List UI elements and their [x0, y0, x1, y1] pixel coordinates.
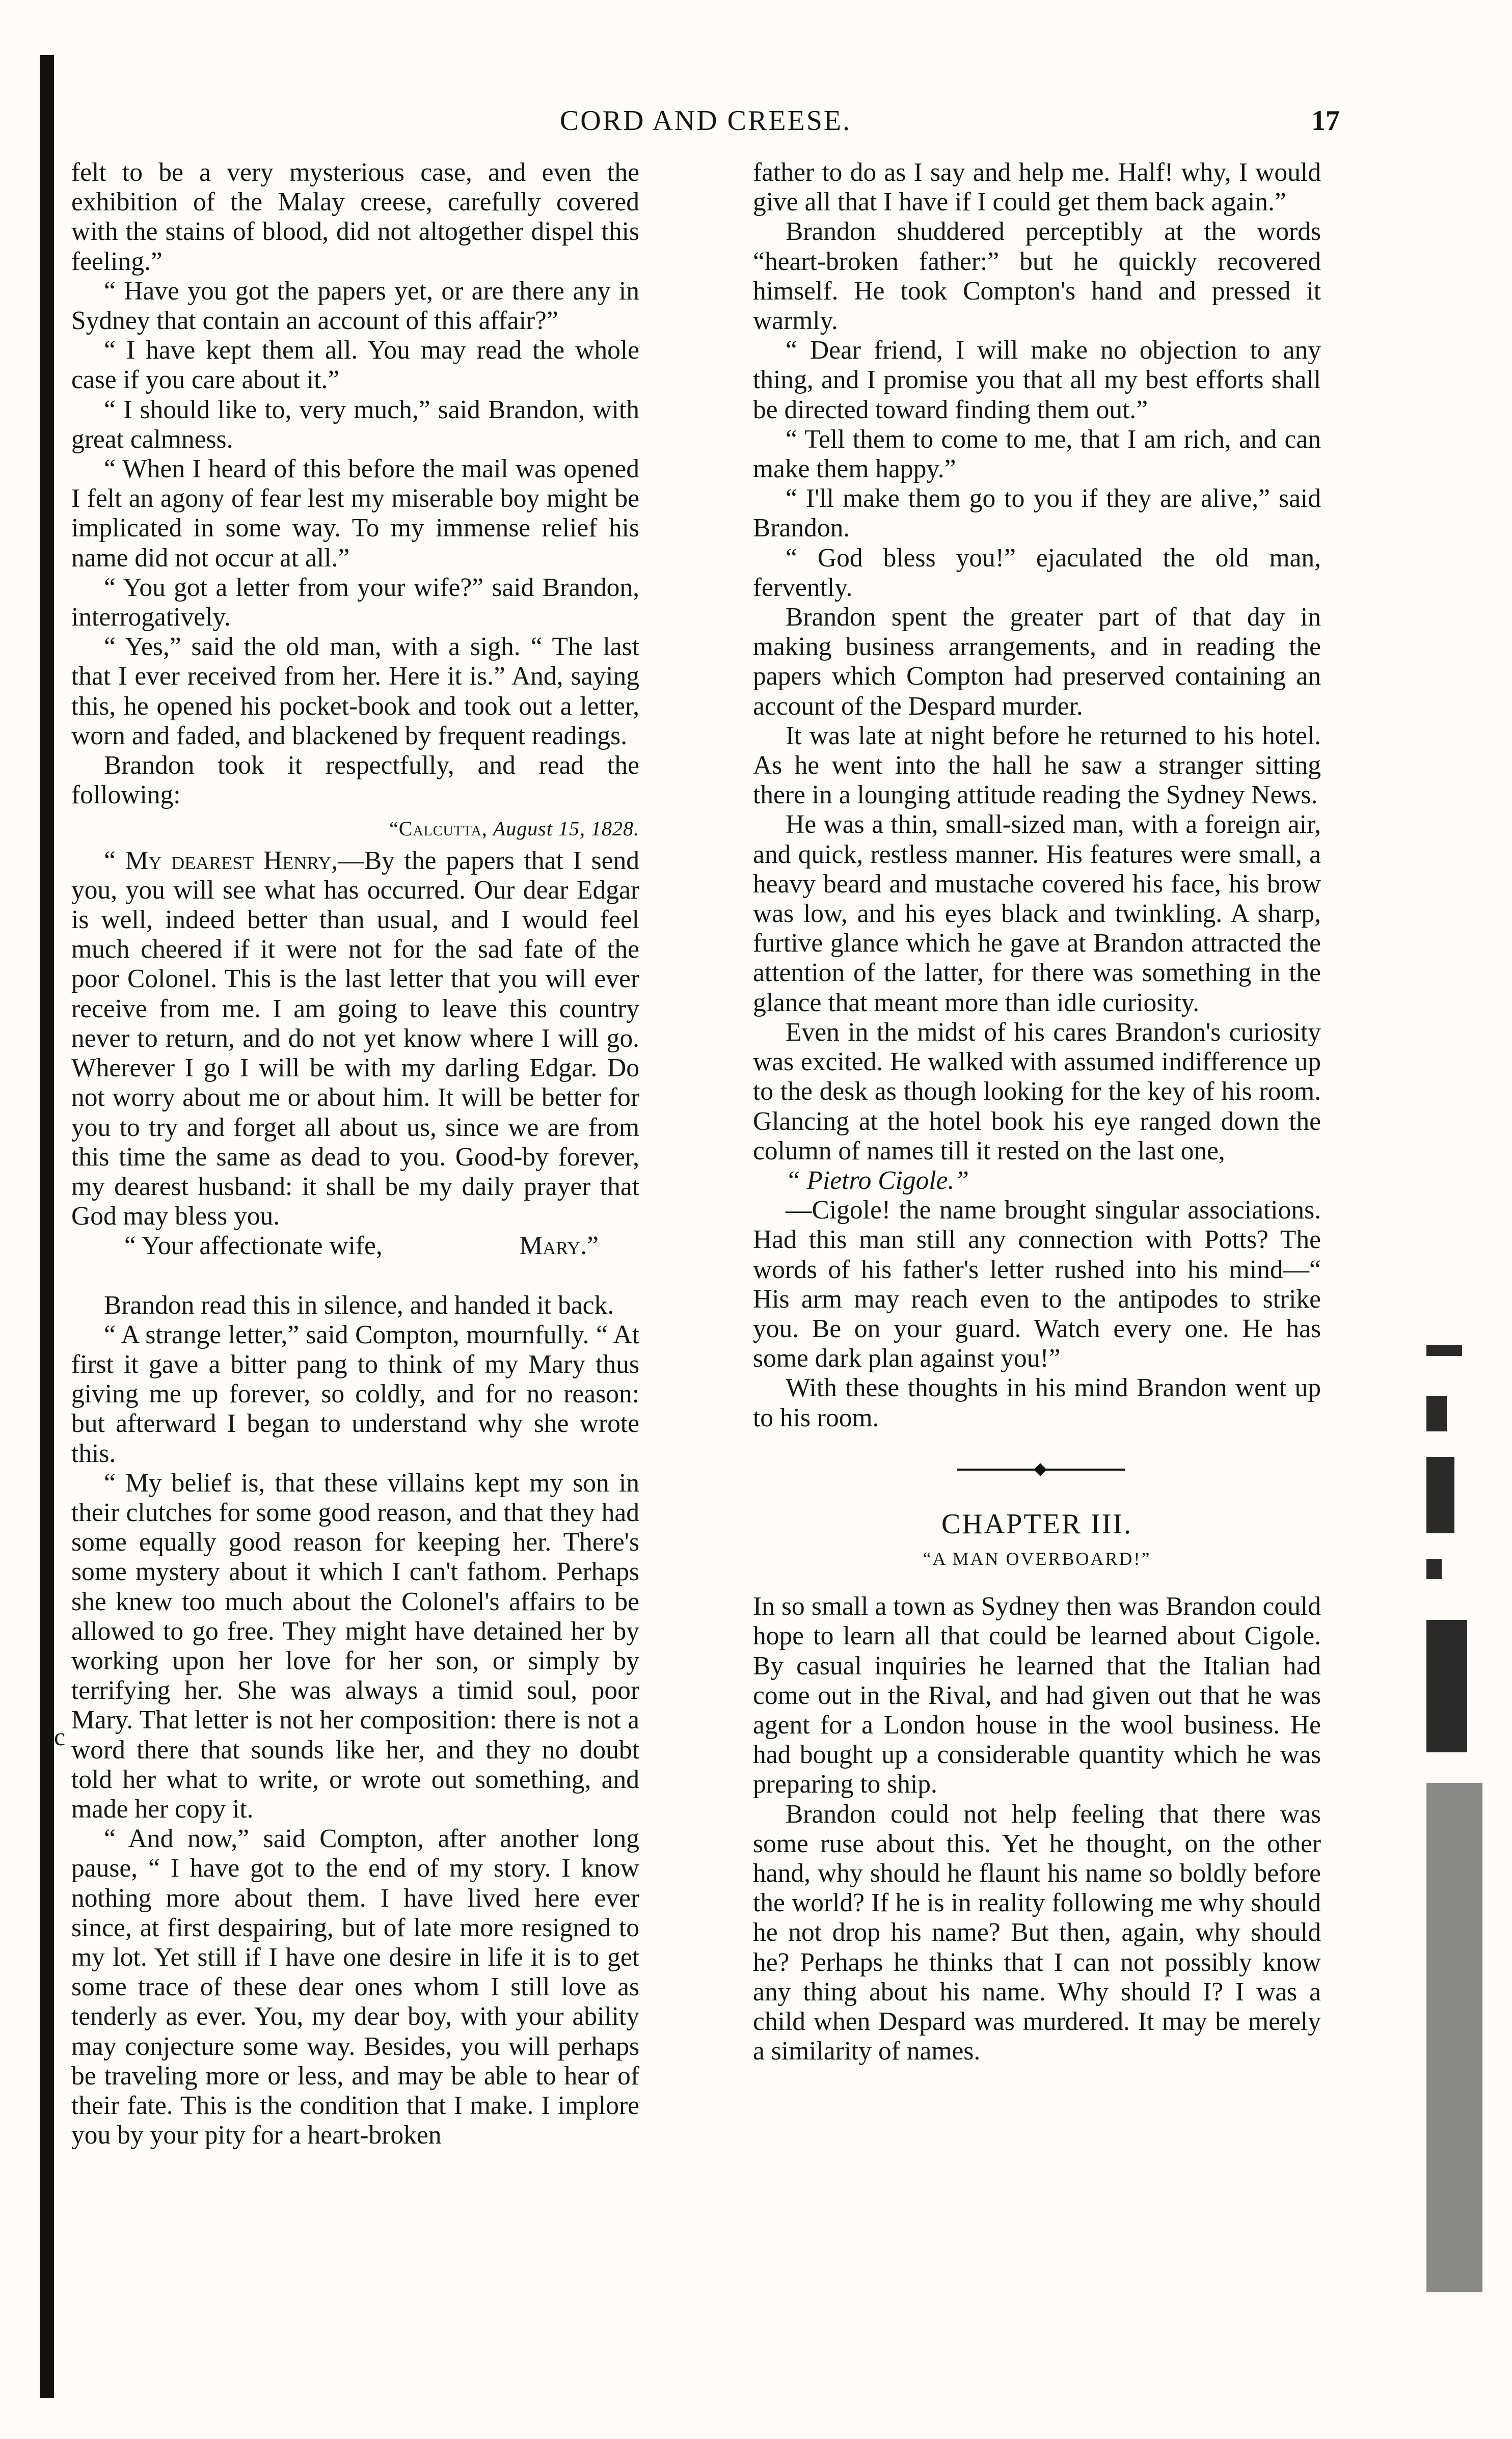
margin-pencil-mark: c: [54, 1722, 66, 1751]
left-paragraphs-after-letter: [71, 1291, 639, 2151]
letter-dateline-place: “Calcutta,: [389, 817, 488, 841]
paragraph: Brandon took it respectfully, and read the following:: [71, 751, 639, 810]
paragraph: felt to be a very mysterious case, and even the exhibition of the Malay creese, carefully covered with the stains of blood, did not altogether dispel this feeling.”: [71, 158, 639, 276]
spacer: [71, 1261, 639, 1291]
letter-dateline-date: August 15, 1828.: [493, 817, 639, 841]
paragraph: “ Dear friend, I will make no objection to any thing, and I promise you that all my best efforts shall be directed toward finding them out.”: [753, 336, 1321, 424]
left-paragraphs-before-letter: [71, 158, 639, 810]
right-column: [753, 158, 1321, 2066]
letter-closing: [71, 1231, 639, 1261]
letter-closing-phrase: “ Your affectionate wife,: [124, 1231, 383, 1261]
right-paragraphs-before-chapter: [753, 158, 1321, 1433]
paragraph: “ I have kept them all. You may read the whole case if you care about it.”: [71, 336, 639, 395]
scan-noise-mark: [1426, 1620, 1467, 1752]
paragraph: Even in the midst of his cares Brandon's curiosity was excited. He walked with assumed indifference up to the desk as though looking for the key of his room. Glancing at the hotel book his eye ranged down the column of names till it rested on the last one,: [753, 1017, 1321, 1166]
paragraph: With these thoughts in his mind Brandon went up to his room.: [753, 1373, 1321, 1432]
section-ornament: [753, 1433, 1321, 1489]
right-paragraphs-after-chapter: [753, 1592, 1321, 2066]
paragraph: “ I'll make them go to you if they are alive,” said Brandon.: [753, 484, 1321, 543]
paragraph: —Cigole! the name brought singular associations. Had this man still any connection with Potts? The words of his father's letter rushed into his mind—“ His arm may reach even to the antipodes to strike you. Be on your guard. Watch every one. He has some dark plan against you!”: [753, 1196, 1321, 1373]
chapter-subtitle: “A MAN OVERBOARD!”: [923, 1548, 1151, 1569]
paragraph: “ Pietro Cigole.”: [786, 1166, 969, 1195]
paragraph: Brandon could not help feeling that there was some ruse about this. Yet he thought, on the other hand, why should he flaunt his name so boldly before the world? If he is in reality following me why should he not drop his name? But then, again, why should he? Perhaps he thinks that I can not possibly know any thing about his name. Why should I? I was a child when Despard was murdered. It may be merely a similarity of names.: [753, 1799, 1321, 2066]
paragraph: It was late at night before he returned to his hotel. As he went into the hall he saw a stranger sitting there in a lounging attitude reading the Sydney News.: [753, 721, 1321, 810]
scan-noise-mark: [1426, 1396, 1447, 1431]
chapter-title: CHAPTER III.: [941, 1508, 1133, 1540]
paragraph: Brandon read this in silence, and handed it back.: [104, 1290, 614, 1320]
letter-salutation: “ My dearest Henry,—: [104, 846, 364, 875]
page-number: 17: [1311, 105, 1340, 137]
page-header: [71, 104, 1340, 140]
paragraph: “ God bless you!” ejaculated the old man, fervently.: [753, 543, 1321, 602]
letter-text: By the papers that I send you, you will see what has occurred. Our dear Edgar is well, indeed better than usual, and I would feel much cheered if it were not for the sad fate of the poor Colonel. This is the last letter that you will ever receive from me. I am going to leave this country never to return, and do not yet know where I will go. Wherever I go I will be with my darling Edgar. Do not worry about me or about him. It will be better for you to try and forget all about us, since we are from this time the same as dead to you. Good-by forever, my dearest husband: it shall be my daily prayer that God may bless you.: [71, 846, 639, 1231]
left-column: [71, 158, 639, 2150]
paragraph: “ You got a letter from your wife?” said Brandon, interrogatively.: [71, 573, 639, 632]
scan-noise-mark: [1426, 1345, 1462, 1356]
scan-noise-mark: [1426, 1457, 1454, 1533]
paragraph: father to do as I say and help me. Half! why, I would give all that I have if I could get them back again.”: [753, 158, 1321, 217]
paragraph: “ Tell them to come to me, that I am rich, and can make them happy.”: [753, 424, 1321, 484]
paragraph: Brandon spent the greater part of that day in making business arrangements, and in reading the papers which Compton had preserved containing an account of the Despard murder.: [753, 603, 1321, 721]
scan-noise-mark: [1426, 1559, 1442, 1579]
paragraph: “ Have you got the papers yet, or are there any in Sydney that contain an account of this affair?”: [71, 276, 639, 336]
paragraph: In so small a town as Sydney then was Brandon could hope to learn all that could be learned about Cigole. By casual inquiries he learned that the Italian had come out in the Rival, and had given out that he was agent for a London house in the wool business. He had bought up a considerable quantity which he was preparing to ship.: [753, 1592, 1321, 1799]
letter-dateline: [71, 814, 639, 844]
paragraph: “ I should like to, very much,” said Brandon, with great calmness.: [71, 395, 639, 454]
paragraph: “ A strange letter,” said Compton, mournfully. “ At first it gave a bitter pang to think of my Mary thus giving me up forever, so coldly, and for no reason: but afterward I began to understand why she wrote this.: [71, 1320, 639, 1468]
binding-edge-bar: [40, 55, 54, 2398]
paragraph: “ My belief is, that these villains kept my son in their clutches for some good reason, and that they had some equally good reason for keeping her. There's some mystery about it which I can't fathom. Perhaps she knew too much about the Colonel's affairs to be allowed to go free. They might have detained her by working upon her love for her son, or simply by terrifying her. She was always a timid soul, poor Mary. That letter is not her composition: there is not a word there that sounds like her, and they no doubt told her what to write, or wrote out something, and made her copy it.: [71, 1468, 639, 1824]
paragraph: Brandon shuddered perceptibly at the words “heart-broken father:” but he quickly recovered himself. He took Compton's hand and pressed it warmly.: [753, 217, 1321, 336]
running-title: CORD AND CREESE.: [559, 105, 852, 137]
scan-noise-mark: [1426, 1783, 1482, 2292]
paragraph: “ And now,” said Compton, after another long pause, “ I have got to the end of my story. I know nothing more about them. I have lived here ever since, at first despairing, but of late more resigned to my lot. Yet still if I have one desire in life it is to get some trace of these dear ones whom I still love as tenderly as ever. You, my dear boy, with your ability may conjecture some way. Besides, you will perhaps be traveling more or less, and may be able to hear of their fate. This is the condition that I make. I implore you by your pity for a heart-broken: [71, 1824, 639, 2150]
letter-body: [71, 846, 639, 1232]
paragraph: He was a thin, small-sized man, with a foreign air, and quick, restless manner. His features were small, a heavy beard and mustache covered his face, his brow was low, and his eyes black and twinkling. A sharp, furtive glance which he gave at Brandon attracted the attention of the latter, for there was something in the glance that meant more than idle curiosity.: [753, 810, 1321, 1017]
ornament-diamond-icon: [1034, 1463, 1046, 1476]
paragraph: “ When I heard of this before the mail was opened I felt an agony of fear lest my miserable boy might be implicated in some way. To my immense relief his name did not occur at all.”: [71, 454, 639, 573]
paragraph: “ Yes,” said the old man, with a sigh. “ The last that I ever received from her. Here it is.” And, saying this, he opened his pocket-book and took out a letter, worn and faded, and blackened by frequent readings.: [71, 632, 639, 750]
letter-signature: Mary.”: [519, 1231, 599, 1261]
